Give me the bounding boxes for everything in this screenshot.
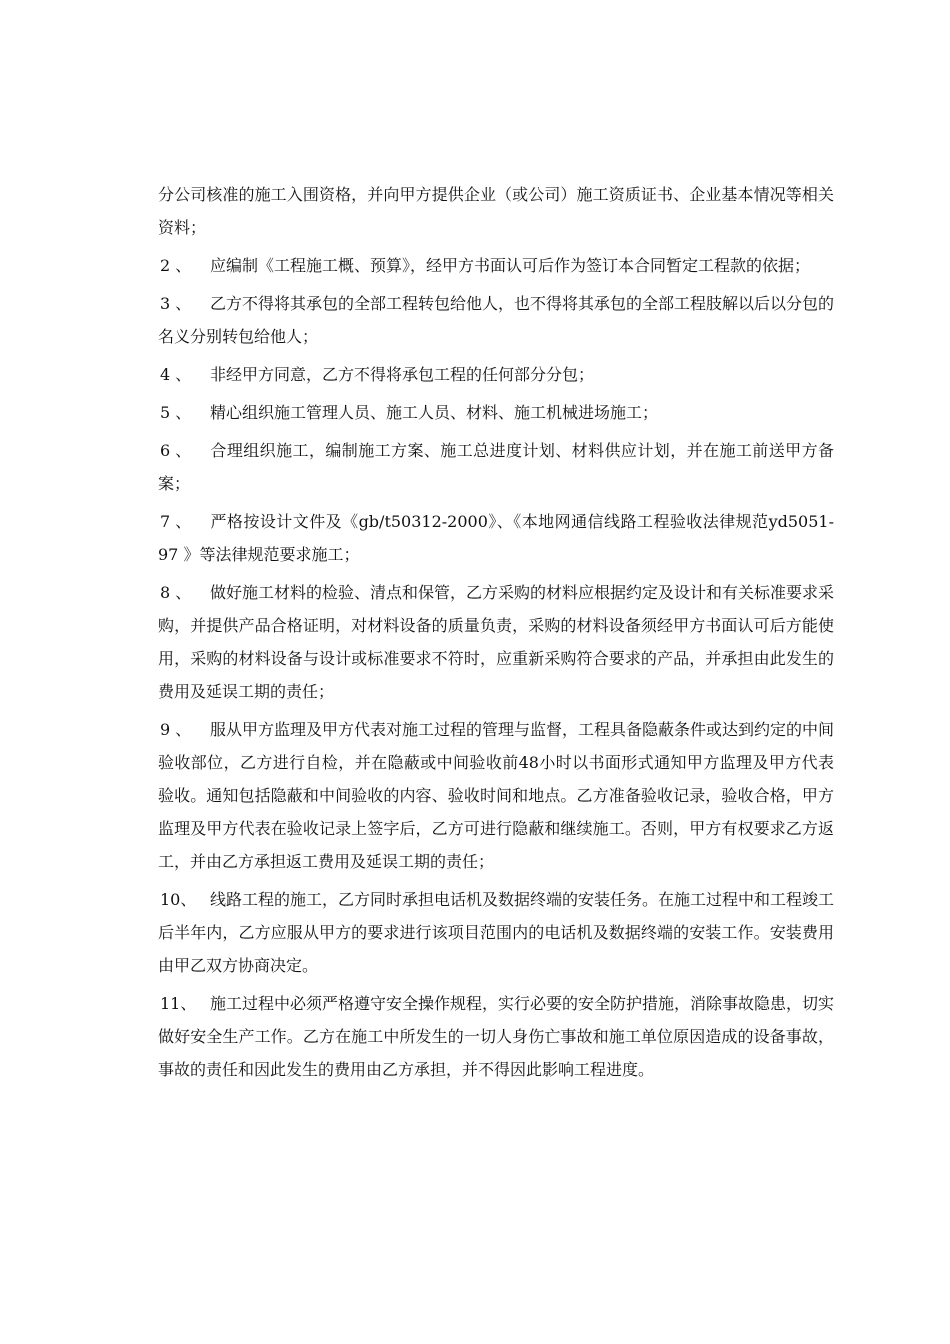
clause-text: 施工过程中必须严格遵守安全操作规程，实行必要的安全防护措施，消除事故隐患，切实做好安全生产工作。乙方在施工中所发生的一切人身伤亡事故和施工单位原因造成的设备事故，事故的责任和因此发生的费用由乙方承担，并不得因此影响工程进度。 xyxy=(158,994,835,1079)
clause-text: 合理组织施工，编制施工方案、施工总进度计划、材料供应计划，并在施工前送甲方备案； xyxy=(158,441,834,493)
clause-number: 6 、 xyxy=(160,441,192,460)
clause-number: 7 、 xyxy=(160,512,192,531)
document-body xyxy=(158,178,834,1091)
clause-text: 线路工程的施工，乙方同时承担电话机及数据终端的安装任务。在施工过程中和工程竣工后半年内，乙方应服从甲方的要求进行该项目范围内的电话机及数据终端的安装工作。安装费用由甲乙双方协商决定。 xyxy=(158,890,835,975)
clause-text: 非经甲方同意，乙方不得将承包工程的任何部分分包； xyxy=(210,365,595,384)
clause-text: 精心组织施工管理人员、施工人员、材料、施工机械进场施工； xyxy=(210,403,659,422)
clause-9 xyxy=(158,713,834,878)
clause-number: 11、 xyxy=(160,994,197,1013)
clause-text: 应编制《工程施工概、预算》，经甲方书面认可后作为签订本合同暂定工程款的依据； xyxy=(210,256,811,275)
clause-text: 服从甲方监理及甲方代表对施工过程的管理与监督，工程具备隐蔽条件或达到约定的中间验收部位，乙方进行自检，并在隐蔽或中间验收前48小时以书面形式通知甲方监理及甲方代表验收。通知包括隐蔽和中间验收的内容、验收时间和地点。乙方准备验收记录，验收合格，甲方监理及甲方代表在验收记录上签字后，乙方可进行隐蔽和继续施工。否则，甲方有权要求乙方返工，并由乙方承担返工费用及延误工期的责任； xyxy=(158,720,835,871)
clause-text: 乙方不得将其承包的全部工程转包给他人，也不得将其承包的全部工程肢解以后以分包的名义分别转包给他人； xyxy=(158,294,835,346)
clause-10 xyxy=(158,883,834,982)
clause-2 xyxy=(158,249,834,282)
clause-number: 2 、 xyxy=(160,256,192,275)
clause-3 xyxy=(158,287,834,353)
clause-number: 4 、 xyxy=(160,365,192,384)
clause-number: 3 、 xyxy=(160,294,192,313)
clause-11 xyxy=(158,987,834,1086)
clause-text: 严格按设计文件及《gb/t50312-2000》、《本地网通信线路工程验收法律规范yd5051-97 》等法律规范要求施工； xyxy=(158,512,834,564)
clause-8 xyxy=(158,576,834,708)
clause-number: 5 、 xyxy=(160,403,192,422)
clause-4 xyxy=(158,358,834,391)
clause-number: 8 、 xyxy=(160,583,192,602)
clause-5 xyxy=(158,396,834,429)
clause-text: 做好施工材料的检验、清点和保管，乙方采购的材料应根据约定及设计和有关标准要求采购，并提供产品合格证明，对材料设备的质量负责，采购的材料设备须经甲方书面认可后方能使用，采购的材料设备与设计或标准要求不符时，应重新采购符合要求的产品，并承担由此发生的费用及延误工期的责任； xyxy=(158,583,835,701)
clause-7 xyxy=(158,505,834,571)
clause-number: 10、 xyxy=(160,890,197,909)
clause-6 xyxy=(158,434,834,500)
clause-number: 9 、 xyxy=(160,720,192,739)
intro-paragraph: 分公司核准的施工入围资格，并向甲方提供企业（或公司）施工资质证书、企业基本情况等相关资料； xyxy=(158,185,834,237)
